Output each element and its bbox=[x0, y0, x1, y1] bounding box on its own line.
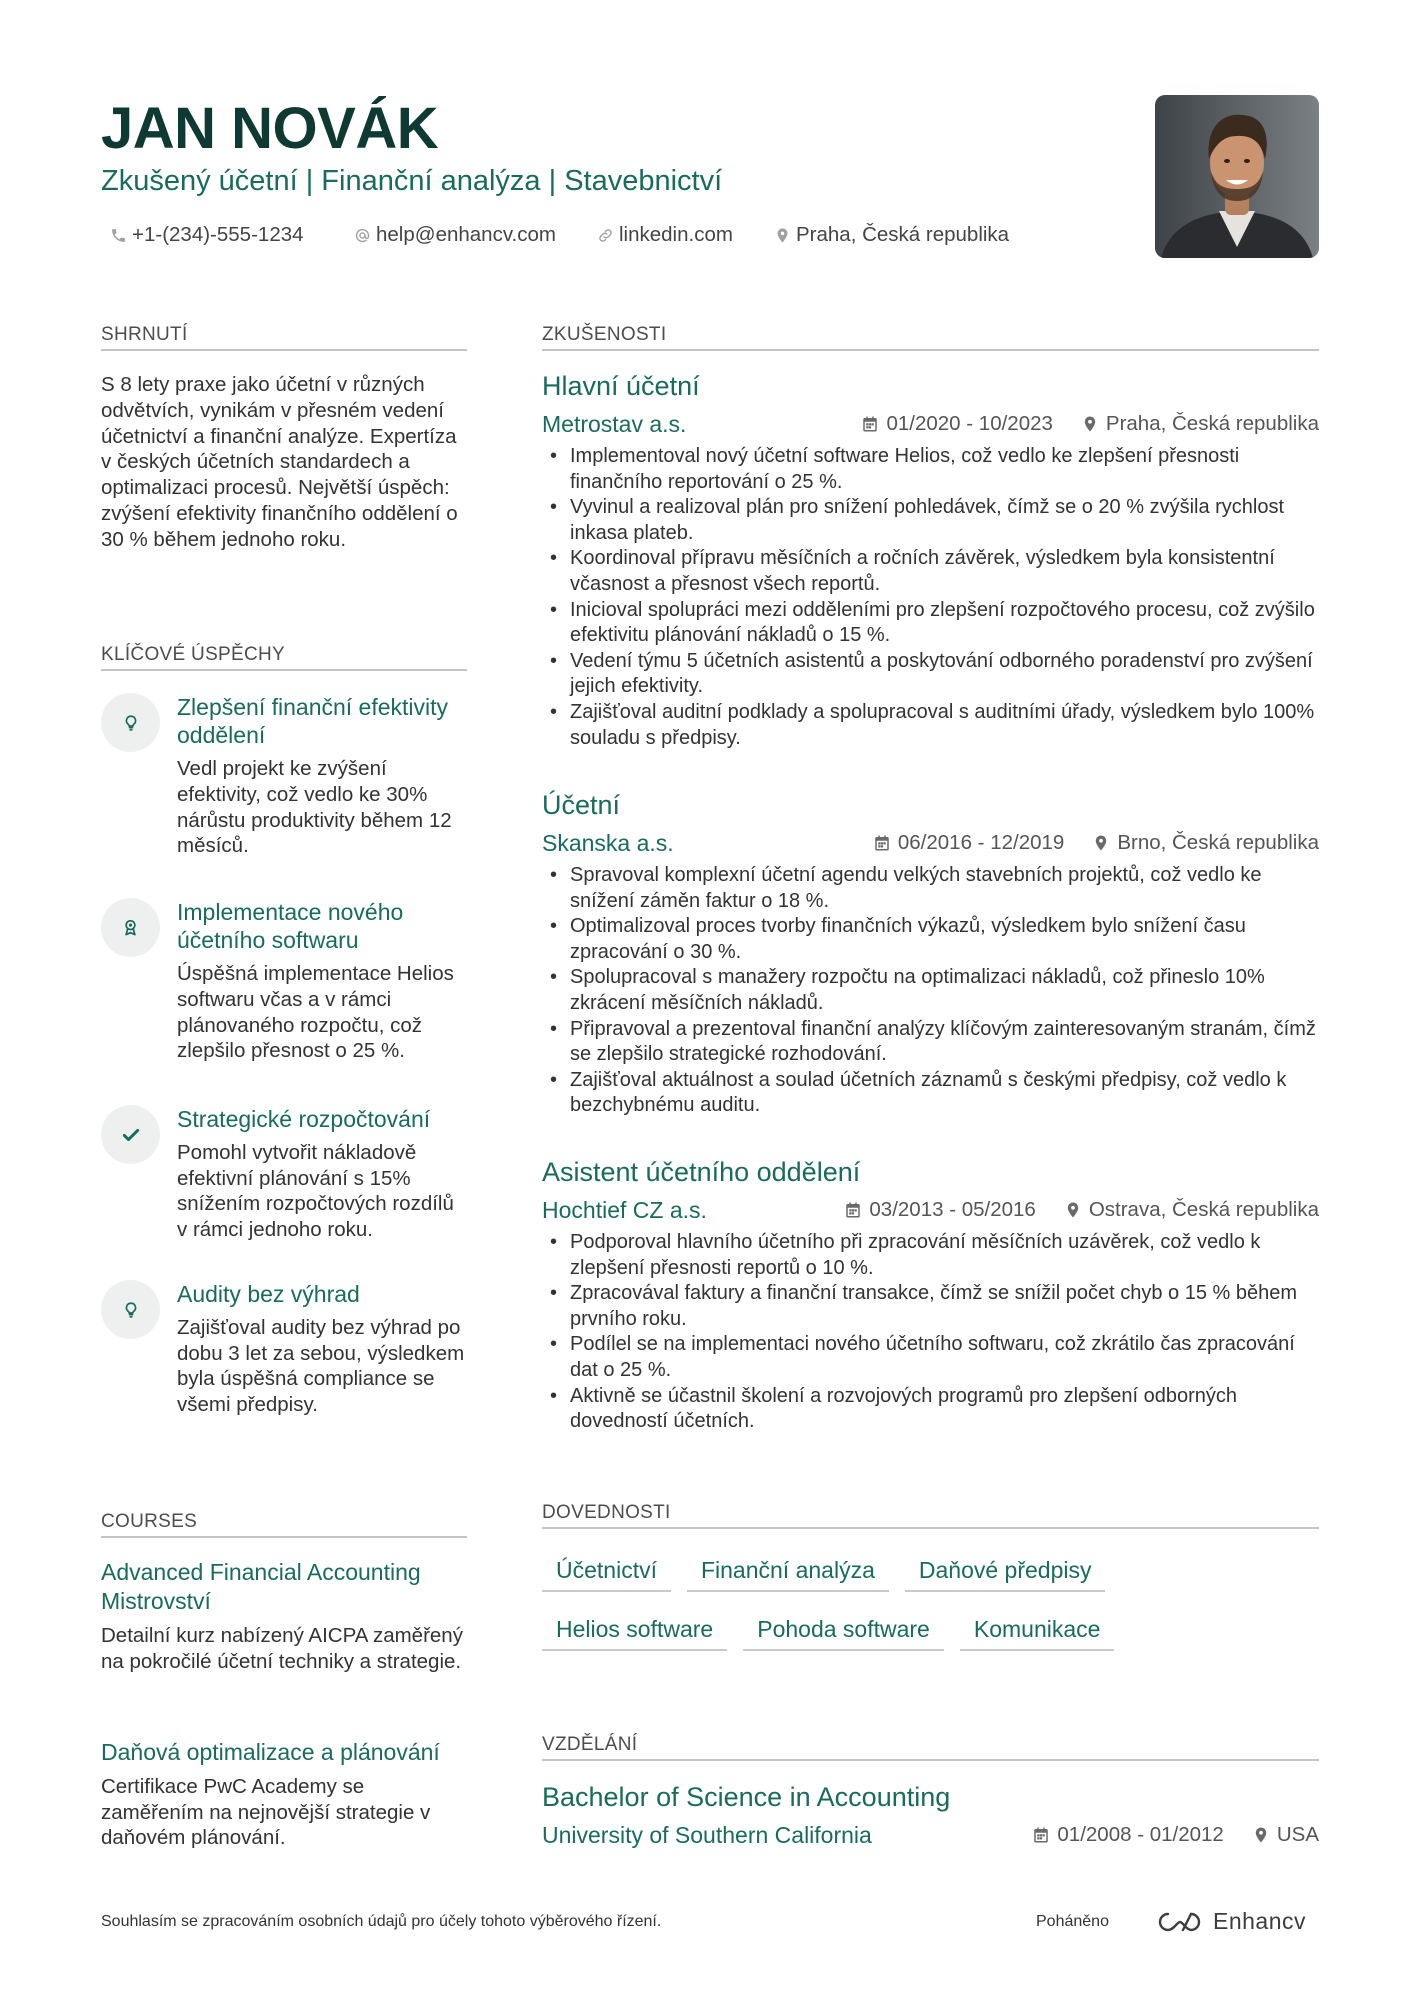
link-icon bbox=[597, 227, 614, 244]
job-dates-text: 03/2013 - 05/2016 bbox=[869, 1198, 1036, 1221]
skills-row bbox=[542, 1614, 1114, 1651]
job-location bbox=[1064, 1195, 1319, 1225]
contact-email-text[interactable]: help@enhancv.com bbox=[376, 223, 556, 246]
company-name: Metrostav a.s. bbox=[542, 411, 687, 437]
education-dates-text: 01/2008 - 01/2012 bbox=[1057, 1823, 1224, 1846]
achievement-text: Zajišťoval audity bez výhrad po dobu 3 let za sebou, výsledkem byla úspěšná compliance se všemi předpisy. bbox=[177, 1316, 465, 1416]
job-bullet: • Zajišťoval aktuálnost a soulad účetních záznamů s českými předpisy, což vedlo k bezchybnému auditu. bbox=[542, 1068, 1319, 1119]
skill-tag: Účetnictví bbox=[542, 1555, 671, 1592]
school-name: University of Southern California bbox=[542, 1822, 872, 1848]
achievement-item bbox=[101, 1280, 467, 1418]
check-icon bbox=[101, 1105, 160, 1164]
experience-heading: ZKUŠENOSTI bbox=[542, 324, 1319, 351]
calendar-icon bbox=[844, 1201, 862, 1219]
achievement-item bbox=[101, 1105, 467, 1243]
achievement-item bbox=[101, 898, 467, 1064]
courses-heading: COURSES bbox=[101, 1511, 467, 1538]
location-icon bbox=[1092, 834, 1110, 852]
contact-phone bbox=[110, 223, 304, 247]
job-title: Účetní bbox=[542, 790, 621, 820]
candidate-name: JAN NOVÁK bbox=[101, 96, 439, 161]
course-item bbox=[101, 1558, 467, 1674]
job-dates-text: 06/2016 - 12/2019 bbox=[897, 831, 1065, 854]
contact-email[interactable] bbox=[354, 223, 556, 247]
location-icon bbox=[1064, 1201, 1082, 1219]
achievement-text: Vedl projekt ke zvýšení efektivity, což vedlo ke 30% nárůstu produktivity během 12 měsíců. bbox=[177, 757, 452, 858]
job-entry bbox=[542, 1156, 1319, 1435]
degree-title: Bachelor of Science in Accounting bbox=[542, 1782, 951, 1812]
job-bullet: • Implementoval nový účetní software Helios, což vedlo ke zlepšení přesnosti finančního reportování o 25 %. bbox=[542, 444, 1319, 495]
course-text: Certifikace PwC Academy se zaměřením na nejnovější strategie v daňovém plánování. bbox=[101, 1775, 431, 1850]
enhancv-wordmark[interactable]: Enhancv bbox=[1213, 1908, 1307, 1934]
job-entry bbox=[542, 370, 1319, 751]
contact-phone-text: +1-(234)-555-1234 bbox=[132, 223, 304, 246]
job-dates bbox=[873, 828, 1064, 858]
achievement-text: Úspěšná implementace Helios softwaru včas a v rámci plánovaného rozpočtu, což zlepšilo přesnost o 25 %. bbox=[177, 962, 454, 1063]
at-icon bbox=[354, 227, 371, 244]
candidate-headline: Zkušený účetní | Finanční analýza | Stavebnictví bbox=[101, 165, 723, 197]
course-title: Daňová optimalizace a plánování bbox=[101, 1739, 440, 1765]
education-location bbox=[1252, 1820, 1319, 1850]
job-bullet: • Podílel se na implementaci nového účetního softwaru, což zkrátilo čas zpracování dat o 25 %. bbox=[542, 1332, 1319, 1383]
company-name: Hochtief CZ a.s. bbox=[542, 1197, 707, 1223]
award-icon bbox=[101, 898, 160, 957]
skill-tag: Daňové předpisy bbox=[905, 1555, 1106, 1592]
job-meta bbox=[542, 1195, 1319, 1225]
achievement-text: Pomohl vytvořit nákladově efektivní plánování s 15% snížením rozpočtových rozdílů v rámci jednoho roku. bbox=[177, 1141, 454, 1241]
course-title: Advanced Financial Accounting Mistrovství bbox=[101, 1559, 421, 1614]
powered-by-label: Poháněno bbox=[1036, 1913, 1109, 1930]
location-icon bbox=[1081, 415, 1099, 433]
job-bullet: • Spravoval komplexní účetní agendu velkých stavebních projektů, což vedlo ke snížení záměn faktur o 18 %. bbox=[542, 863, 1319, 914]
calendar-icon bbox=[1032, 1826, 1050, 1844]
location-icon bbox=[1252, 1826, 1270, 1844]
course-text: Detailní kurz nabízený AICPA zaměřený na pokročilé účetní techniky a strategie. bbox=[101, 1624, 463, 1673]
achievement-title: Audity bez výhrad bbox=[177, 1281, 360, 1307]
job-bullet: • Optimalizoval proces tvorby finančních výkazů, výsledkem bylo snížení času zpracování o 30 %. bbox=[542, 914, 1319, 965]
course-item bbox=[101, 1738, 467, 1851]
location-icon bbox=[774, 227, 791, 244]
job-bullets bbox=[542, 863, 1319, 1119]
education-heading: VZDĚLÁNÍ bbox=[542, 1734, 1319, 1761]
lightbulb-icon bbox=[101, 1280, 160, 1339]
job-bullet: • Podporoval hlavního účetního při zpracování měsíčních uzávěrek, což vedlo k zlepšení přesnosti reportů o 10 %. bbox=[542, 1230, 1319, 1281]
contact-location-text: Praha, Česká republika bbox=[796, 223, 1010, 246]
skills-row bbox=[542, 1555, 1105, 1592]
company-name: Skanska a.s. bbox=[542, 830, 674, 856]
job-bullet: • Připravoval a prezentoval finanční analýzy klíčovým zainteresovaným stranám, čímž se zlepšilo strategické rozhodování. bbox=[542, 1017, 1319, 1068]
job-location-text: Ostrava, Česká republika bbox=[1088, 1198, 1319, 1221]
achievement-title: Strategické rozpočtování bbox=[177, 1106, 431, 1132]
achievement-title: Implementace nového účetního softwaru bbox=[177, 899, 404, 954]
skill-tag: Komunikace bbox=[960, 1614, 1115, 1651]
skills-heading: DOVEDNOSTI bbox=[542, 1502, 1319, 1529]
job-bullet: • Zpracovával faktury a finanční transakce, čímž se snížil počet chyb o 15 % během prvního roku. bbox=[542, 1281, 1319, 1332]
education-meta bbox=[542, 1820, 1319, 1850]
summary-heading: SHRNUTÍ bbox=[101, 324, 467, 351]
phone-icon bbox=[110, 227, 127, 244]
job-bullet: • Spolupracoval s manažery rozpočtu na optimalizaci nákladů, což přineslo 10% zkrácení měsíčních nákladů. bbox=[542, 965, 1319, 1016]
job-bullets bbox=[542, 444, 1319, 751]
contact-linkedin-text[interactable]: linkedin.com bbox=[619, 223, 733, 246]
consent-text: Souhlasím se zpracováním osobních údajů pro účely tohoto výběrového řízení. bbox=[101, 1913, 662, 1930]
job-location-text: Brno, Česká republika bbox=[1117, 831, 1319, 854]
job-location-text: Praha, Česká republika bbox=[1105, 412, 1319, 435]
job-bullet: • Inicioval spolupráci mezi odděleními pro zlepšení rozpočtového procesu, což zvýšilo efektivitu plánování nákladů o 15 %. bbox=[542, 598, 1319, 649]
job-location bbox=[1081, 409, 1319, 439]
job-dates-text: 01/2020 - 10/2023 bbox=[886, 412, 1053, 435]
contact-linkedin[interactable] bbox=[597, 223, 733, 247]
job-bullet: • Zajišťoval auditní podklady a spolupracoval s auditními úřady, výsledkem bylo 100% souladu s předpisy. bbox=[542, 700, 1319, 751]
contact-location bbox=[774, 223, 1009, 247]
achievements-heading: KLÍČOVÉ ÚSPĚCHY bbox=[101, 644, 467, 671]
skill-tag: Pohoda software bbox=[743, 1614, 944, 1651]
enhancv-logo-icon[interactable] bbox=[1155, 1909, 1203, 1935]
skill-tag: Helios software bbox=[542, 1614, 727, 1651]
summary-text: S 8 lety praxe jako účetní v různých odvětvích, vynikám v přesném vedení účetnictví a finanční analýze. Expertíza v českých účetních standardech a optimalizaci procesů. Největší úspěch: zvýšení efektivity finančního oddělení o 30 % během jednoho roku. bbox=[101, 373, 458, 551]
education-dates bbox=[1032, 1820, 1223, 1850]
profile-photo bbox=[1155, 95, 1319, 258]
job-location bbox=[1092, 828, 1319, 858]
job-meta bbox=[542, 409, 1319, 439]
job-bullet: • Aktivně se účastnil školení a rozvojových programů pro zlepšení odborných dovedností účetních. bbox=[542, 1384, 1319, 1435]
job-dates bbox=[861, 409, 1052, 439]
calendar-icon bbox=[861, 415, 879, 433]
job-dates bbox=[844, 1195, 1035, 1225]
achievement-item bbox=[101, 693, 467, 859]
job-meta bbox=[542, 828, 1319, 858]
job-bullet: • Vyvinul a realizoval plán pro snížení pohledávek, čímž se o 20 % zvýšila rychlost inkasa plateb. bbox=[542, 495, 1319, 546]
job-title: Hlavní účetní bbox=[542, 371, 700, 401]
lightbulb-icon bbox=[101, 693, 160, 752]
education-entry bbox=[542, 1781, 1319, 1850]
skill-tag: Finanční analýza bbox=[687, 1555, 889, 1592]
job-bullets bbox=[542, 1230, 1319, 1435]
job-bullet: • Vedení týmu 5 účetních asistentů a poskytování odborného poradenství pro zvýšení jejich efektivity. bbox=[542, 649, 1319, 700]
job-entry bbox=[542, 789, 1319, 1119]
achievement-title: Zlepšení finanční efektivity oddělení bbox=[177, 694, 449, 749]
education-location-text: USA bbox=[1276, 1823, 1319, 1846]
job-title: Asistent účetního oddělení bbox=[542, 1157, 861, 1187]
job-bullet: • Koordinoval přípravu měsíčních a ročních závěrek, výsledkem byla konsistentní včasnost a přesnost všech reportů. bbox=[542, 546, 1319, 597]
calendar-icon bbox=[873, 834, 891, 852]
